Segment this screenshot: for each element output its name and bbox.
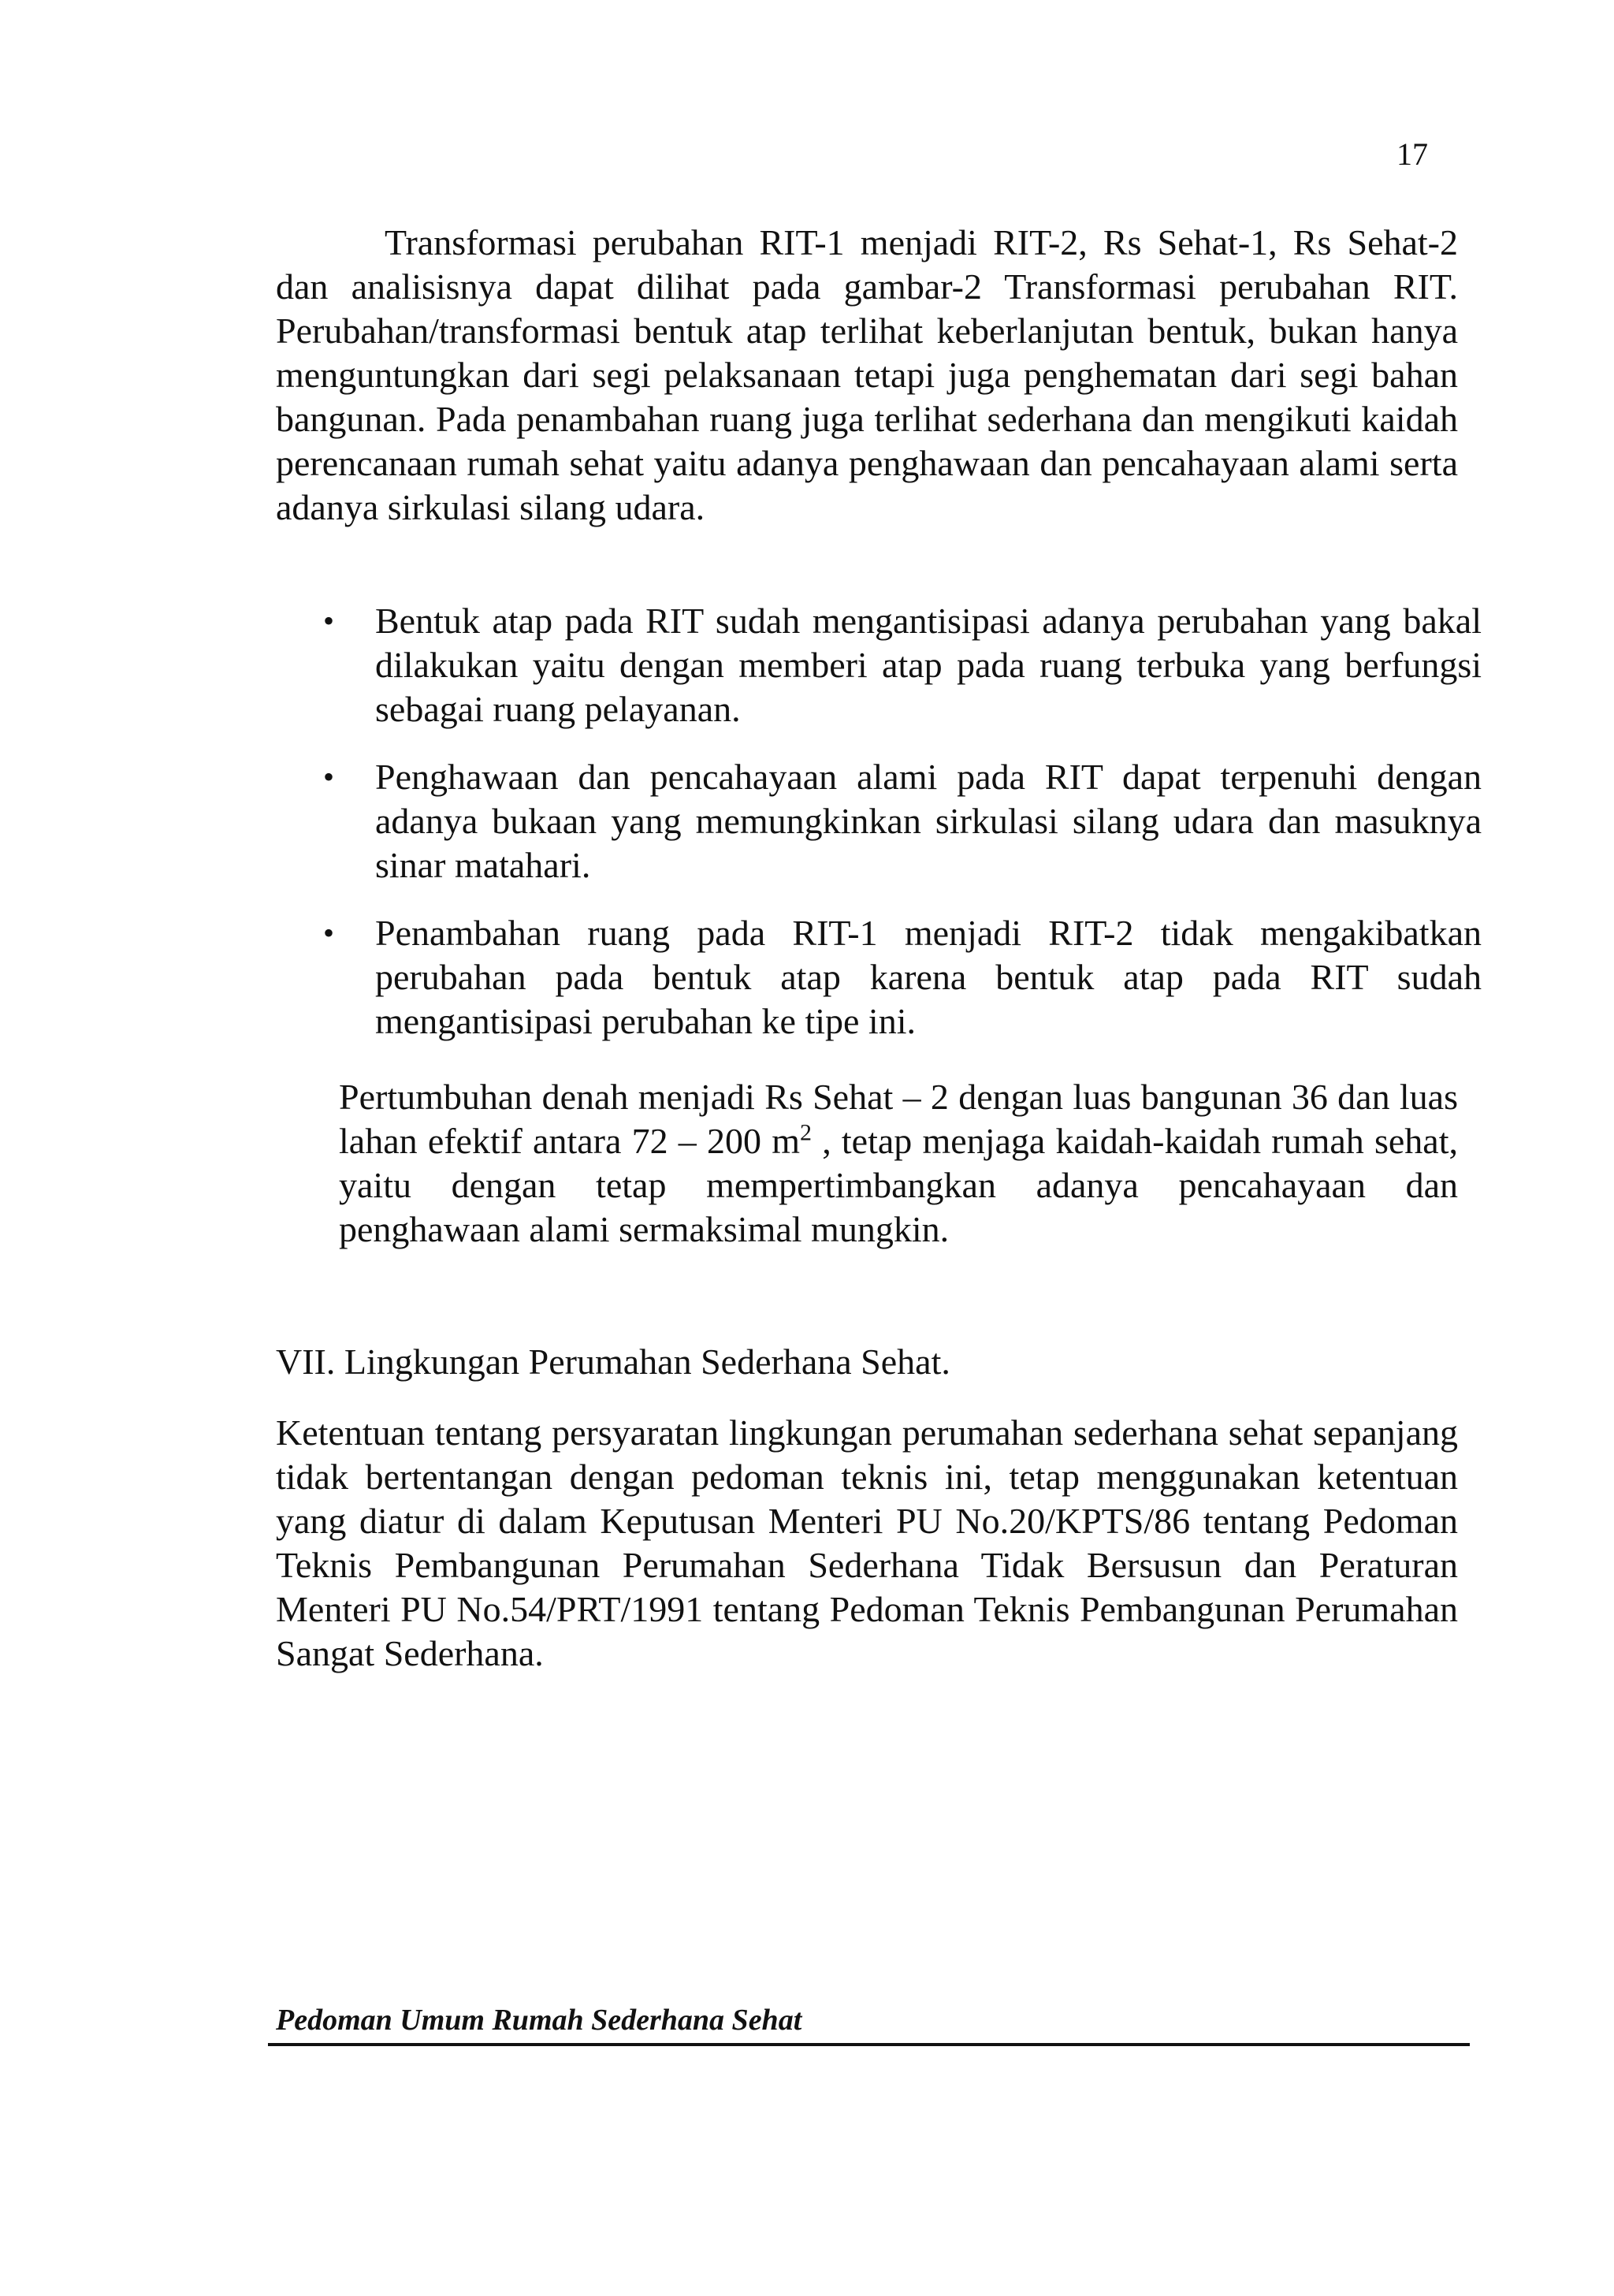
bullet-icon: • [323, 759, 335, 794]
bullet-text: Penambahan ruang pada RIT-1 menjadi RIT-2 tidak mengakibatkan perubahan pada bentuk atap karena bentuk atap pada RIT sudah mengantisipasi perubahan ke tipe ini. [375, 913, 1482, 1041]
area-unit-exponent: 2 [800, 1119, 812, 1146]
section-heading: VII. Lingkungan Perumahan Sederhana Sehat. [276, 1342, 950, 1382]
list-item [323, 599, 1482, 731]
bullet-icon: • [323, 915, 335, 951]
list-item [323, 755, 1482, 888]
bullet-text: Bentuk atap pada RIT sudah mengantisipasi adanya perubahan yang bakal dilakukan yaitu dengan memberi atap pada ruang terbuka yang berfungsi sebagai ruang pelayanan. [375, 601, 1482, 729]
footer-title: Pedoman Umum Rumah Sederhana Sehat [276, 2004, 802, 2037]
bullet-text: Penghawaan dan pencahayaan alami pada RIT dapat terpenuhi dengan adanya bukaan yang memungkinkan sirkulasi silang udara dan masuknya sinar matahari. [375, 757, 1482, 885]
growth-text-end: , tetap menjaga kaidah-kaidah rumah sehat, yaitu dengan tetap mempertimbangkan adanya pencahayaan dan penghawaan alami sermaksimal mungkin. [339, 1121, 1458, 1249]
page-number: 17 [1396, 136, 1428, 172]
footer-divider [268, 2043, 1470, 2046]
section-paragraph: Ketentuan tentang persyaratan lingkungan perumahan sederhana sehat sepanjang tidak bertentangan dengan pedoman teknis ini, tetap menggunakan ketentuan yang diatur di dalam Keputusan Menteri PU No.20/KPTS/86 tentang Pedoman Teknis Pembangunan Perumahan Sederhana Tidak Bersusun dan Peraturan Menteri PU No.54/PRT/1991 tentang Pedoman Teknis Pembangunan Perumahan Sangat Sederhana. [276, 1412, 1458, 1673]
list-item [323, 911, 1482, 1044]
bullet-icon: • [323, 603, 335, 638]
intro-paragraph: Transformasi perubahan RIT-1 menjadi RIT-2, Rs Sehat-1, Rs Sehat-2 dan analisisnya dapat dilihat pada gambar-2 Transformasi perubahan RIT. Perubahan/transformasi bentuk atap terlihat keberlanjutan bentuk, bukan hanya menguntungkan dari segi pelaksanaan tetapi juga penghematan dari segi bahan bangunan. Pada penambahan ruang juga terlihat sederhana dan mengikuti kaidah perencanaan rumah sehat yaitu adanya penghawaan dan pencahayaan alami serta adanya sirkulasi silang udara. [276, 222, 1458, 527]
growth-text-start: Pertumbuhan denah menjadi Rs Sehat – 2 dengan luas bangunan 36 dan luas lahan efektif antara 72 – 200 m [339, 1077, 1458, 1161]
bullet-list [323, 599, 1482, 1067]
growth-paragraph [339, 1075, 1458, 1252]
